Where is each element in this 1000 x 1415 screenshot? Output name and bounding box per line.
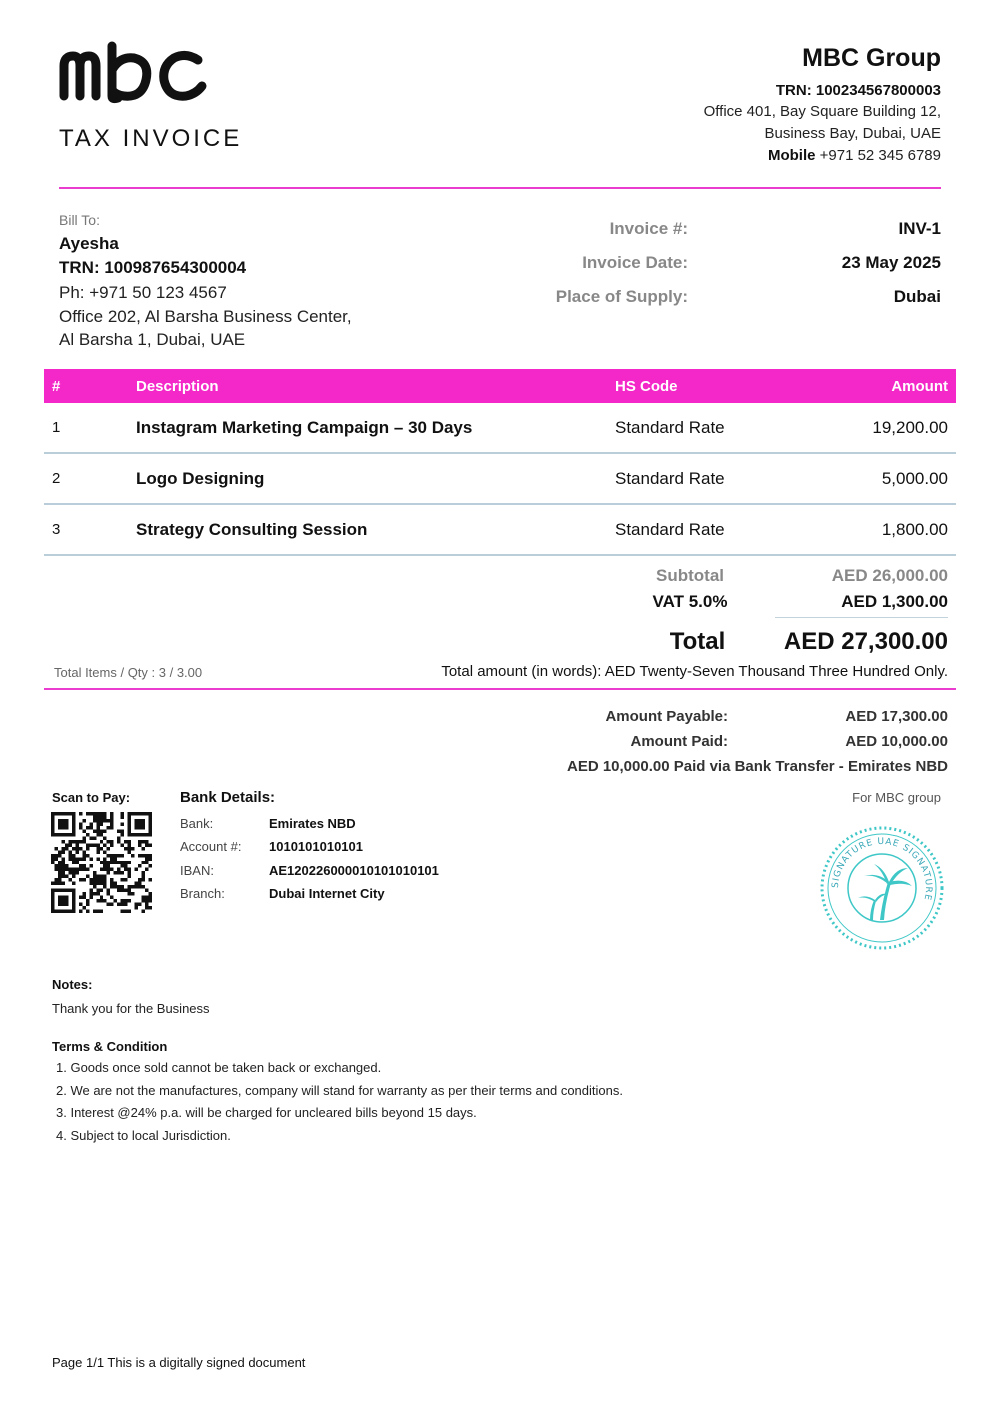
row-hs-code: Standard Rate (615, 519, 725, 539)
header-hs-code: HS Code (615, 377, 678, 395)
notes-section (52, 977, 210, 1016)
term-item: 3. Interest @24% p.a. will be charged for uncleared bills beyond 15 days. (56, 1105, 477, 1120)
notes-text: Thank you for the Business (52, 1001, 210, 1016)
header-number: # (52, 377, 61, 395)
bill-to-label: Bill To: (59, 212, 100, 228)
bank-name-row (180, 812, 439, 835)
table-row (44, 505, 956, 556)
amount-paid-label: Amount Paid: (630, 733, 728, 750)
amount-payable-row (528, 704, 948, 729)
customer-address-line2: Al Barsha 1, Dubai, UAE (59, 330, 246, 349)
grand-total-value: AED 27,300.00 (783, 628, 948, 655)
bill-to (59, 212, 352, 351)
row-number: 2 (52, 470, 61, 487)
qr-modules (51, 812, 152, 913)
bank-name-value: Emirates NBD (269, 816, 356, 832)
totals-divider (44, 688, 956, 690)
svg-text:SIGNATURE UAE SIGNATURE (831, 837, 933, 902)
amount-payable-label: Amount Payable: (605, 708, 728, 725)
notes-title: Notes: (52, 977, 93, 992)
invoice-number-label: Invoice #: (609, 219, 688, 238)
iban-value: AE120226000010101010101 (269, 862, 439, 878)
company-trn: TRN: 100234567800003 (775, 82, 941, 99)
bank-name-label: Bank: (180, 816, 214, 832)
amount-paid-row (528, 729, 948, 754)
branch-value: Dubai Internet City (269, 886, 385, 902)
header-amount: Amount (891, 377, 948, 395)
document-title: TAX INVOICE (59, 125, 243, 152)
iban-row (180, 859, 439, 882)
company-mobile-number: +971 52 345 6789 (819, 147, 941, 164)
company-info (704, 44, 941, 167)
page-footer: Page 1/1 This is a digitally signed document (52, 1355, 306, 1370)
payment-note: AED 10,000.00 Paid via Bank Transfer - Emirates NBD (566, 758, 948, 775)
customer-address-line1: Office 202, Al Barsha Business Center, (59, 307, 352, 326)
subtotal-value: AED 26,000.00 (831, 566, 948, 585)
term-item: 1. Goods once sold cannot be taken back or exchanged. (56, 1060, 382, 1075)
palm-tree-icon (858, 864, 912, 920)
row-amount: 1,800.00 (881, 519, 948, 539)
invoice-date-row (540, 246, 941, 280)
company-logo (58, 38, 218, 108)
line-items-table (44, 369, 956, 556)
row-description: Instagram Marketing Campaign – 30 Days (136, 417, 473, 437)
company-address-line1: Office 401, Bay Square Building 12, (703, 103, 941, 120)
invoice-date-value: 23 May 2025 (841, 253, 941, 272)
account-number-row (180, 835, 439, 858)
row-amount: 19,200.00 (872, 417, 948, 437)
stamp-text: SIGNATURE UAE SIGNATURE (830, 836, 934, 902)
customer-trn: TRN: 100987654300004 (59, 258, 247, 277)
vat-value: AED 1,300.00 (841, 592, 948, 611)
header-divider (59, 187, 941, 189)
totals-block (620, 564, 948, 616)
term-item: 4. Subject to local Jurisdiction. (56, 1127, 231, 1143)
payment-summary (528, 704, 948, 780)
terms-section (52, 1039, 623, 1147)
amount-paid-value: AED 10,000.00 (845, 733, 948, 750)
customer-name: Ayesha (59, 234, 119, 253)
row-description: Logo Designing (136, 468, 265, 488)
branch-row (180, 882, 439, 905)
signatory-label: For MBC group (852, 790, 941, 805)
branch-label: Branch: (180, 886, 225, 902)
company-mobile-label: Mobile (767, 147, 816, 164)
account-number-label: Account #: (180, 839, 242, 855)
table-row (44, 454, 956, 505)
total-items-count: Total Items / Qty : 3 / 3.00 (54, 665, 203, 680)
company-address-line2: Business Bay, Dubai, UAE (764, 125, 941, 142)
place-of-supply-label: Place of Supply: (555, 287, 688, 306)
grand-total-row (650, 628, 948, 656)
payment-qr-code[interactable] (51, 812, 152, 913)
vat-divider (775, 617, 948, 618)
company-name: MBC Group (802, 44, 941, 72)
row-number: 3 (52, 521, 61, 538)
bank-details-title: Bank Details: (180, 789, 276, 806)
signature-stamp (818, 824, 946, 952)
subtotal-label: Subtotal (656, 566, 724, 585)
subtotal-row (620, 564, 948, 588)
account-number-value: 1010101010101 (269, 839, 363, 855)
row-hs-code: Standard Rate (615, 468, 725, 488)
company-mobile (704, 145, 941, 167)
iban-label: IBAN: (180, 862, 214, 878)
bank-details (180, 789, 439, 905)
grand-total-label: Total (669, 628, 726, 655)
terms-title: Terms & Condition (52, 1039, 168, 1054)
invoice-meta (540, 212, 941, 314)
vat-label: VAT 5.0% (652, 592, 728, 611)
header-description: Description (136, 377, 219, 395)
row-number: 1 (52, 419, 61, 436)
vat-row (620, 588, 948, 616)
place-of-supply-row (540, 280, 941, 314)
invoice-date-label: Invoice Date: (582, 253, 688, 272)
invoice-number-value: INV-1 (898, 219, 941, 238)
place-of-supply-value: Dubai (893, 287, 941, 306)
amount-in-words: Total amount (in words): AED Twenty-Seven Thousand Three Hundred Only. (441, 663, 948, 680)
table-row (44, 403, 956, 454)
customer-phone: Ph: +971 50 123 4567 (59, 283, 227, 302)
amount-payable-value: AED 17,300.00 (845, 708, 948, 725)
term-item: 2. We are not the manufactures, company will stand for warranty as per their terms and conditions. (56, 1082, 623, 1098)
row-amount: 5,000.00 (881, 468, 948, 488)
scan-to-pay-label: Scan to Pay: (52, 790, 131, 805)
row-description: Strategy Consulting Session (136, 519, 368, 539)
invoice-number-row (540, 212, 941, 246)
row-hs-code: Standard Rate (615, 417, 725, 437)
table-header (44, 369, 956, 403)
